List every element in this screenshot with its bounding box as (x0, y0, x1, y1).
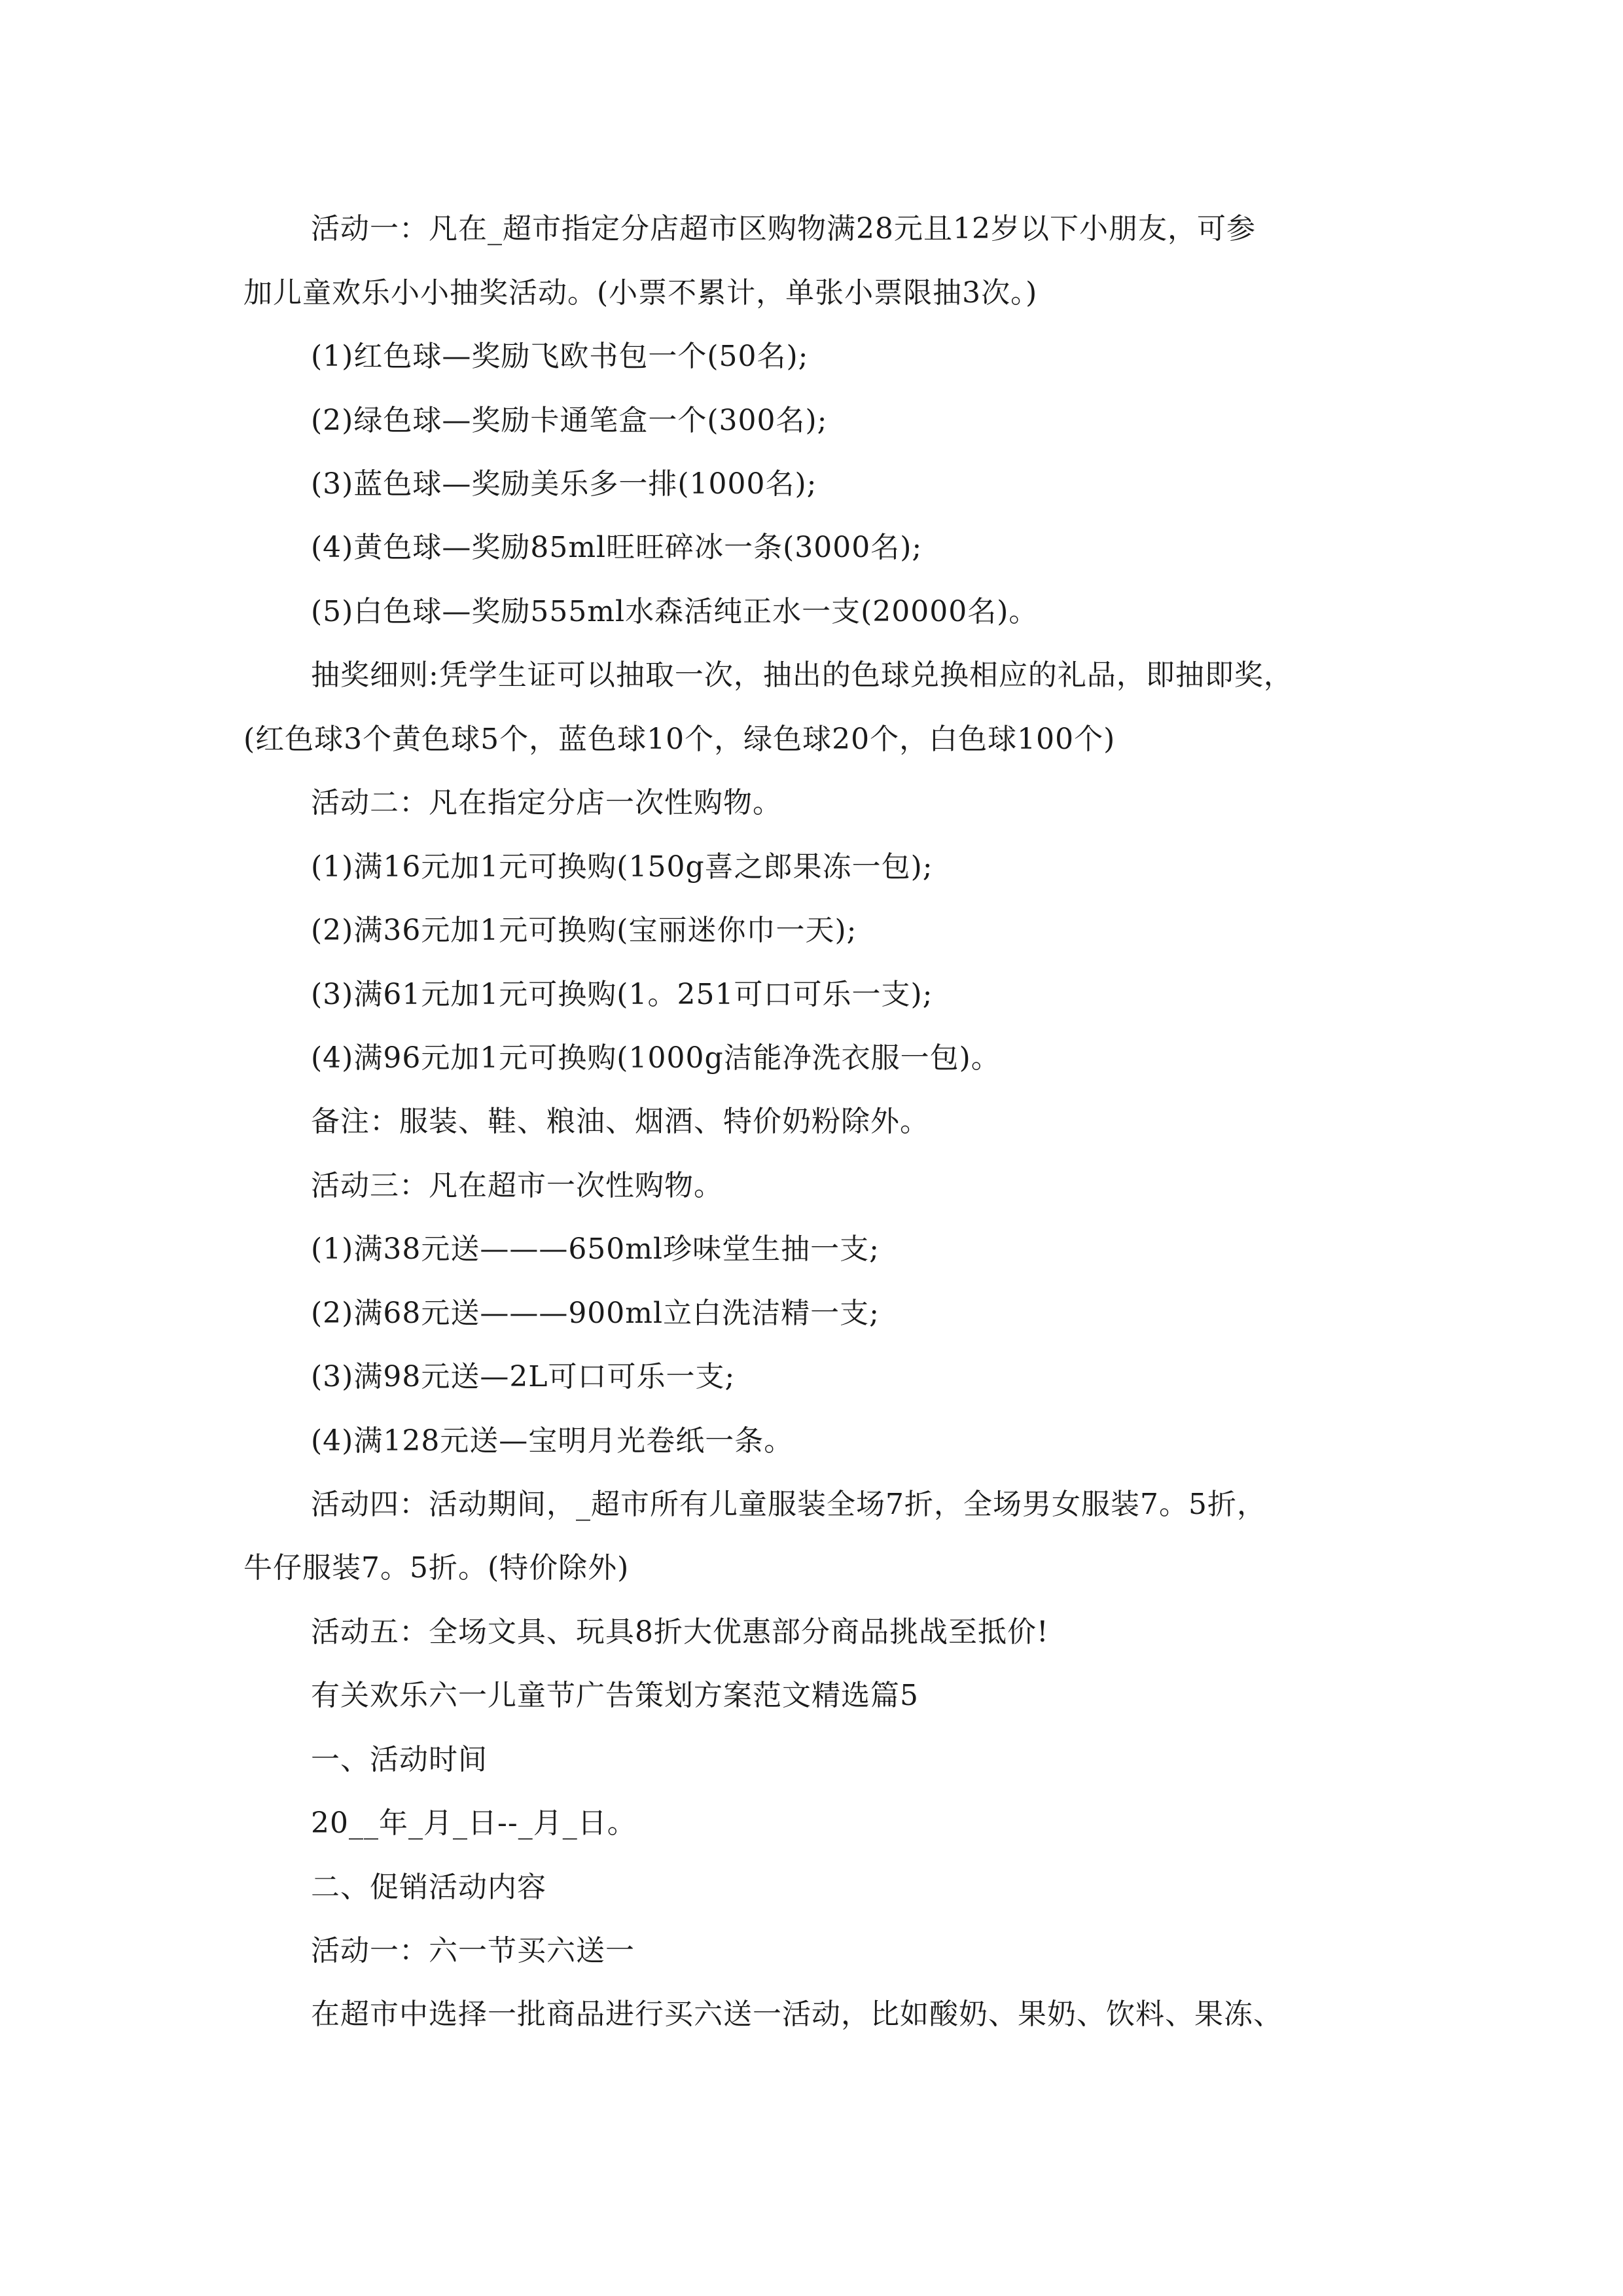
text-line: (1)红色球—奖励飞欧书包一个(50名); (311, 340, 809, 373)
text-line: 一、活动时间 (311, 1743, 488, 1776)
text-line: (2)满68元送———900ml立白洗洁精一支; (311, 1297, 880, 1330)
section-heading: 有关欢乐六一儿童节广告策划方案范文精选篇5 (311, 1679, 919, 1712)
text-line: 活动一：六一节买六送一 (311, 1934, 635, 1967)
text-line: (2)满36元加1元可换购(宝丽迷你巾一天); (311, 914, 857, 947)
text-line: 活动五：全场文具、玩具8折大优惠部分商品挑战至抵价! (311, 1615, 1049, 1649)
text-line: (1)满38元送———650ml珍味堂生抽一支; (311, 1232, 880, 1266)
text-line: (3)满61元加1元可换购(1。251可口可乐一支); (311, 978, 933, 1011)
text-line: (4)黄色球—奖励85ml旺旺碎冰一条(3000名); (311, 531, 923, 564)
text-line: 备注：服装、鞋、粮油、烟酒、特价奶粉除外。 (311, 1105, 929, 1138)
text-line: (4)满96元加1元可换购(1000g洁能净洗衣服一包)。 (311, 1041, 1001, 1075)
text-line: (红色球3个黄色球5个，蓝色球10个，绿色球20个，白色球100个) (243, 723, 1116, 756)
text-line: 活动四：活动期间，_超市所有儿童服装全场7折，全场男女服装7。5折， (311, 1488, 1266, 1521)
text-line: 抽奖细则:凭学生证可以抽取一次，抽出的色球兑换相应的礼品，即抽即奖， (311, 658, 1293, 692)
text-line: 二、促销活动内容 (311, 1871, 546, 1904)
text-line: (3)满98元送—2L可口可乐一支; (311, 1360, 736, 1393)
text-line: (4)满128元送—宝明月光卷纸一条。 (311, 1424, 794, 1458)
text-line: (1)满16元加1元可换购(150g喜之郎果冻一包); (311, 850, 933, 884)
text-line: 在超市中选择一批商品进行买六送一活动，比如酸奶、果奶、饮料、果冻、 (311, 1998, 1283, 2031)
text-line: 活动二：凡在指定分店一次性购物。 (311, 786, 782, 819)
text-line: (2)绿色球—奖励卡通笔盒一个(300名); (311, 404, 828, 437)
text-line: 20__年_月_日--_月_日。 (311, 1806, 637, 1840)
text-line: (3)蓝色球—奖励美乐多一排(1000名); (311, 467, 817, 501)
text-line: 活动三：凡在超市一次性购物。 (311, 1169, 723, 1202)
text-line: (5)白色球—奖励555ml水森活纯正水一支(20000名)。 (311, 595, 1039, 628)
text-line: 活动一：凡在_超市指定分店超市区购物满28元且12岁以下小朋友，可参 (311, 212, 1256, 245)
text-line: 加儿童欢乐小小抽奖活动。(小票不累计，单张小票限抽3次。) (243, 276, 1038, 310)
text-line: 牛仔服装7。5折。(特价除外) (243, 1551, 630, 1585)
